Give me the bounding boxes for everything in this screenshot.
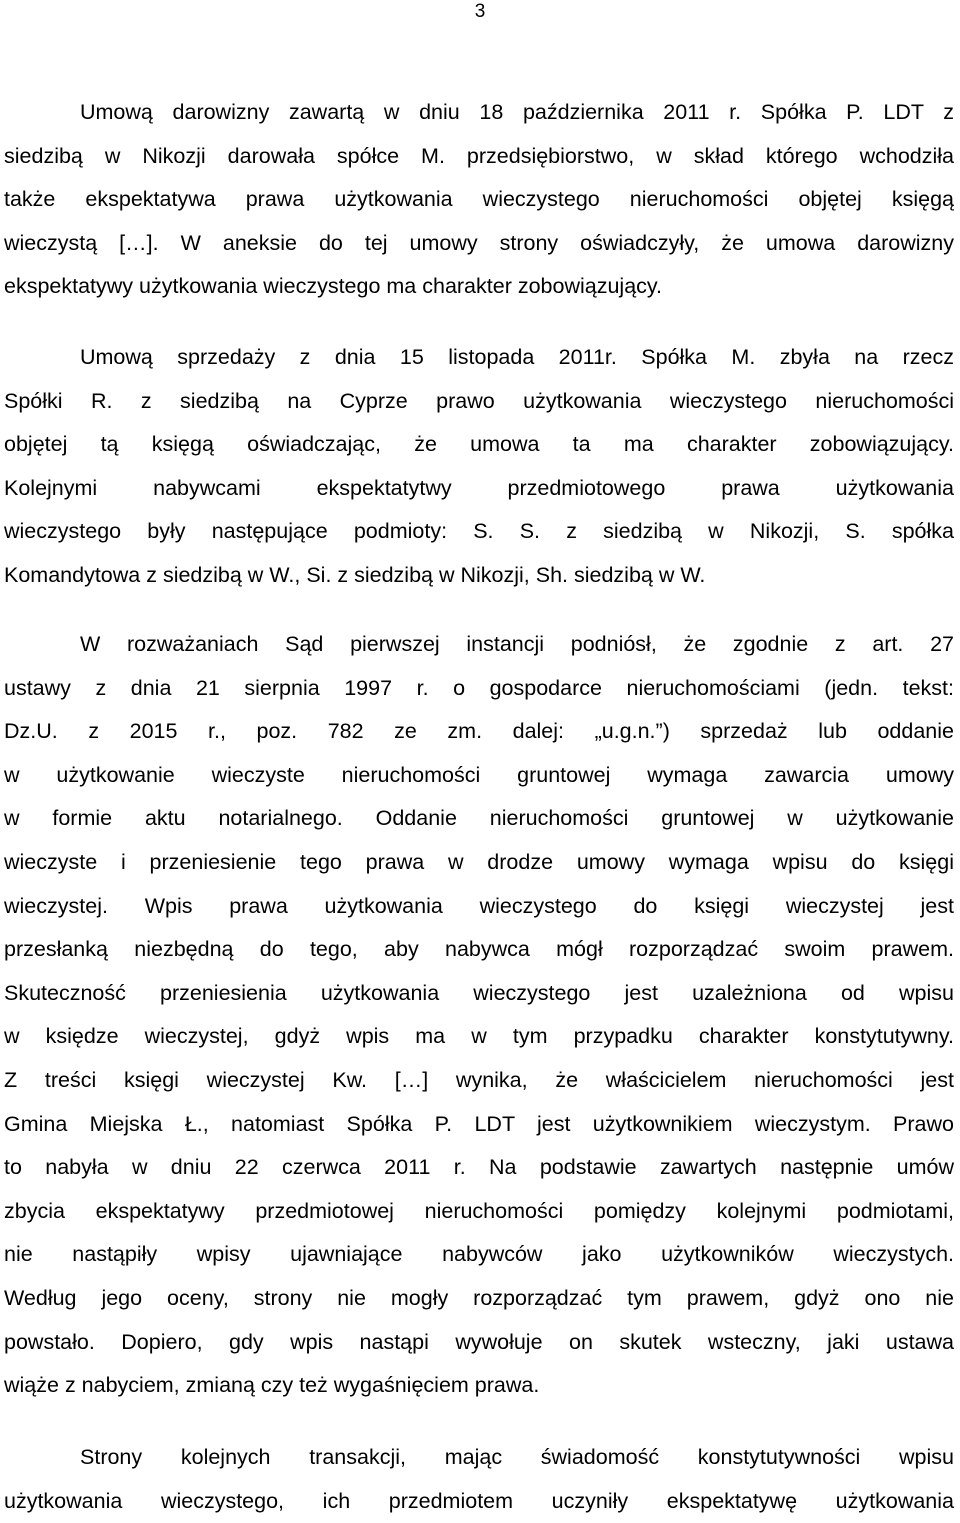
text-line: Strony kolejnych transakcji, mając świadomość konstytutywności wpisu (80, 1445, 954, 1469)
text-line: także ekspektatywa prawa użytkowania wieczystego nieruchomości objętej księgą (4, 187, 954, 212)
paragraph-donation-agreement (4, 91, 954, 309)
text-line: wieczystą […]. W aneksie do tej umowy strony oświadczyły, że umowa darowizny (4, 230, 954, 255)
text-line: Skuteczność przeniesienia użytkowania wieczystego jest uzależniona od wpisu (4, 980, 954, 1005)
text-line: Kolejnymi nabywcami ekspektatytwy przedmiotowego prawa użytkowania (4, 475, 954, 500)
text-line: Z treści księgi wieczystej Kw. […] wynika, że właścicielem nieruchomości jest (4, 1067, 954, 1092)
text-line: Dz.U. z 2015 r., poz. 782 ze zm. dalej: „u.g.n.”) sprzedaż lub oddanie (4, 719, 954, 744)
text-line: w formie aktu notarialnego. Oddanie nieruchomości gruntowej w użytkowanie (4, 806, 954, 831)
text-line: objętej tą księgą oświadczając, że umowa ta ma charakter zobowiązujący. (4, 432, 954, 457)
text-line: przesłanką niezbędną do tego, aby nabywca mógł rozporządzać swoim prawem. (4, 937, 954, 962)
text-line: Spółki R. z siedzibą na Cyprze prawo użytkowania wieczystego nieruchomości (4, 388, 954, 413)
text-line: W rozważaniach Sąd pierwszej instancji podniósł, że zgodnie z art. 27 (80, 632, 954, 656)
text-line: ustawy z dnia 21 sierpnia 1997 r. o gospodarce nieruchomościami (jedn. tekst: (4, 675, 954, 700)
text-line: to nabyła w dniu 22 czerwca 2011 r. Na podstawie zawartych następnie umów (4, 1155, 954, 1180)
text-line: siedzibą w Nikozji darowała spółce M. przedsiębiorstwo, w skład którego wchodziła (4, 143, 954, 168)
text-line: wieczystego były następujące podmioty: S. S. z siedzibą w Nikozji, S. spółka (4, 519, 954, 544)
paragraph-transactions (4, 1436, 954, 1523)
text-line: zbycia ekspektatywy przedmiotowej nieruchomości pomiędzy kolejnymi podmiotami, (4, 1198, 954, 1223)
text-line: użytkowania wieczystego, ich przedmiotem uczyniły ekspektatywę użytkowania (4, 1488, 954, 1513)
paragraph-sale-agreement (4, 336, 954, 598)
text-line: wiąże z nabyciem, zmianą czy też wygaśnięciem prawa. (4, 1373, 540, 1398)
text-line: nie nastąpiły wpisy ujawniające nabywców jako użytkowników wieczystych. (4, 1242, 954, 1267)
text-line: w księdze wieczystej, gdyż wpis ma w tym przypadku charakter konstytutywny. (4, 1024, 954, 1049)
text-line: Umową sprzedaży z dnia 15 listopada 2011r. Spółka M. zbyła na rzecz (80, 345, 954, 369)
text-line: Gmina Miejska Ł., natomiast Spółka P. LDT jest użytkownikiem wieczystym. Prawo (4, 1111, 954, 1136)
text-line: Według jego oceny, strony nie mogły rozporządzać tym prawem, gdyż ono nie (4, 1285, 954, 1310)
text-line: powstało. Dopiero, gdy wpis nastąpi wywołuje on skutek wsteczny, jaki ustawa (4, 1329, 954, 1354)
page-number: 3 (474, 1, 486, 22)
text-line: wieczystej. Wpis prawa użytkowania wieczystego do księgi wieczystej jest (4, 893, 954, 918)
text-line: wieczyste i przeniesienie tego prawa w drodze umowy wymaga wpisu do księgi (4, 849, 954, 874)
text-line: w użytkowanie wieczyste nieruchomości gruntowej wymaga zawarcia umowy (4, 762, 954, 787)
text-line: Komandytowa z siedzibą w W., Si. z siedzibą w Nikozji, Sh. siedzibą w W. (4, 562, 706, 587)
text-line: ekspektatywy użytkowania wieczystego ma charakter zobowiązujący. (4, 274, 663, 299)
paragraph-court-considerations (4, 623, 954, 1408)
text-line: Umową darowizny zawartą w dniu 18 października 2011 r. Spółka P. LDT z (80, 100, 954, 124)
